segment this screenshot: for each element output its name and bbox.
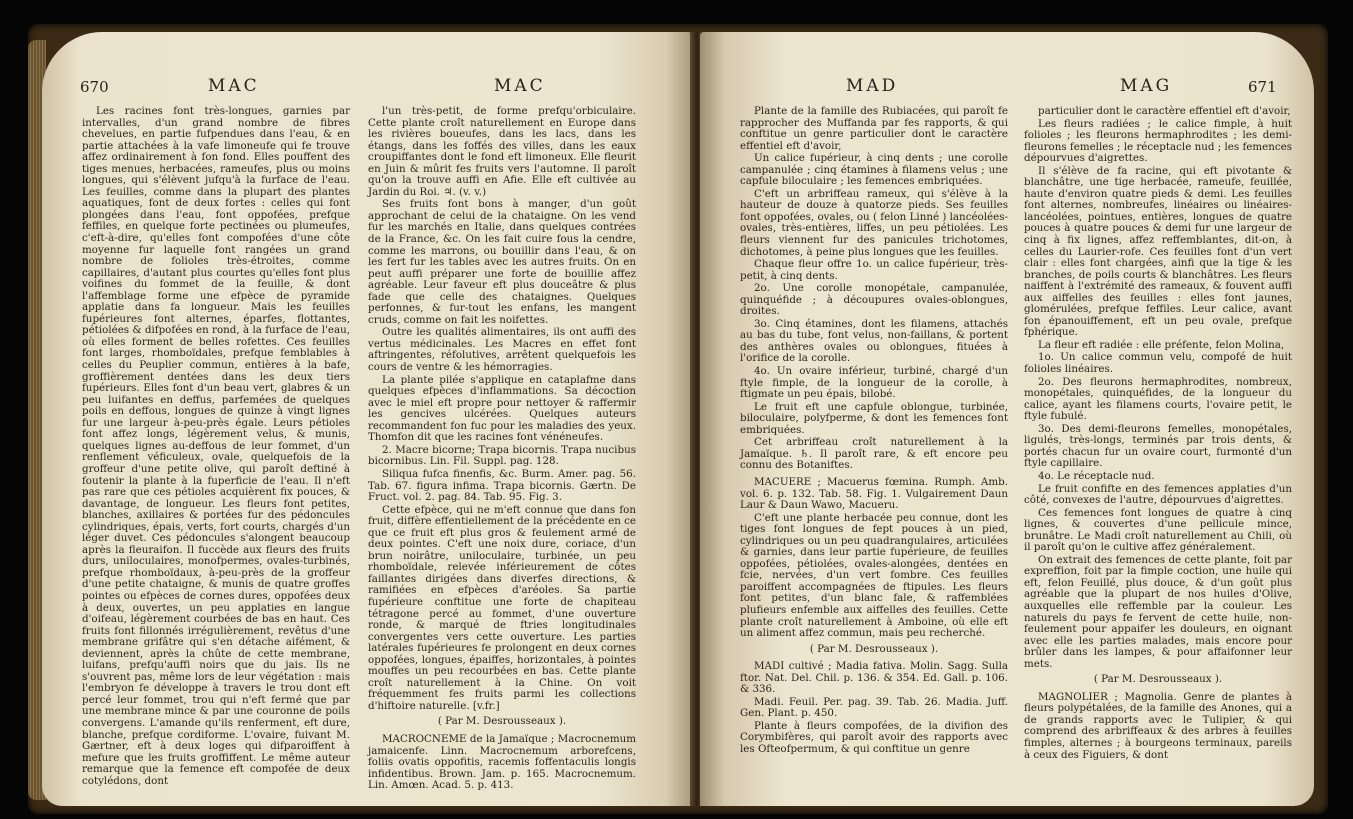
paragraph: C'eft une plante herbacée peu connue, dont les tiges font longues de fept pouces à un pied, cylindriques ou un peu quadrangulaires, articulées & garnies, dans leur partie fupérieure, de feuilles oppofées, pétiolées, ovales-alongées, dentées en fcie, nervées, d'un vert fombre. Ces feuilles paroiffent accompagnées de ftipules. Les fleurs font petites, d'un blanc fale, & raffemblées plufieurs enfemble aux aiffelles des feuilles. Cette plante croît naturellement à Amboine, où elle eft un aliment affez commun, mais peu recherché.	[740, 511, 1008, 640]
paragraph: Cet arbriffeau croît naturellement à la Jamaïque. ♄. Il paroît rare, & eft encore peu connu des Botaniftes.	[740, 436, 1008, 472]
paragraph: On extrait des femences de cette plante, foit par expreffion, foit par la fimple coction, une huile qui eft, felon Feuillé, plus douce, & d'un goût plus agréable que la plupart de nos huiles d'Olive, auxquelles elle reffemble par la couleur. Les naturels du pays fe fervent de cette huile, non-feulement pour appaifer les douleurs, en oignant avec elle les parties malades, mais encore pour brûler dans les lampes, & pour affaifonner leur mets.	[1024, 553, 1292, 670]
left-page	[42, 32, 692, 806]
text-column-2	[1024, 106, 1292, 762]
paragraph: Le fruit confifte en des femences applaties d'un côté, convexes de l'autre, dépourvues d'aigrettes.	[1024, 482, 1292, 507]
paragraph: Madi. Feuil. Per. pag. 39. Tab. 26. Madia. Juff. Gen. Plant. p. 450.	[740, 695, 1008, 720]
paragraph: MACUERE ; Macuerus fœmina. Rumph. Amb. vol. 6. p. 132. Tab. 58. Fig. 1. Vulgairement Daun Laur & Daun Wawo, Macueru.	[740, 475, 1008, 512]
paragraph: C'eft un arbriffeau rameux, qui s'élève à la hauteur de douze à quatorze pieds. Ses feuilles font oppofées, ovales, ou ( felon Linné ) lancéolées-ovales, très-entières, liffes, un peu pétiolées. Les fleurs viennent fur des panicules trichotomes, dichotomes, à peine plus longues que les feuilles.	[740, 187, 1008, 258]
paragraph: Les fleurs radiées ; le calice fimple, à huit folioles ; les fleurons hermaphrodites ; les demi-fleurons femelles ; le réceptacle nud ; les femences dépourvues d'aigrettes.	[1024, 117, 1292, 165]
paragraph: La plante pilée s'applique en cataplafme dans quelques efpèces d'inflammations. Sa décoction avec le miel eft propre pour nettoyer & raffermir les gencives ulcérées. Quelques auteurs recommandent fon fuc pour les maladies des yeux. Thomfon dit que les racines font vénéneufes.	[368, 373, 636, 444]
paragraph: Chaque fleur offre 1o. un calice fupérieur, très-petit, à cinq dents.	[740, 258, 1008, 282]
paragraph: MAGNOLIER ; Magnolia. Genre de plantes à fleurs polypétalées, de la famille des Anones, qui a de grands rapports avec le Tulipier, & qui comprend des arbriffeaux & des arbres à feuilles fimples, alternes ; à bourgeons terminaux, pareils à ceux des Figuiers, & dont	[1024, 690, 1292, 761]
paragraph: 4o. Le réceptacle nud.	[1038, 469, 1155, 482]
paragraph: Le fruit eft une capfule oblongue, turbinée, biloculaire, polyfperme, & dont les femences font embriquées.	[740, 400, 1008, 436]
paragraph: ( Par M. Desrousseaux ).	[437, 715, 567, 728]
open-book	[28, 24, 1328, 814]
running-head-left: MAD	[846, 76, 899, 96]
paragraph: Ces femences font longues de quatre à cinq lignes, & couvertes d'une pellicule mince, brunâtre. Le Madi croît naturellement au Chili, où il paroît qu'on le cultive affez généralement.	[1024, 506, 1292, 554]
paragraph: 2o. Des fleurons hermaphrodites, nombreux, monopétales, quinquéfides, de la longueur du calice, ayant les filamens courts, l'ovaire petit, le ftyle fubulé.	[1024, 375, 1292, 423]
paragraph: Plante à fleurs compofées, de la divifion des Corymbifères, qui paroît avoir des rapports avec les Ofteofpermum, & qui conftitue un genre	[740, 719, 1008, 755]
paragraph: Un calice fupérieur, à cinq dents ; une corolle campanulée ; cinq étamines à filamens velus ; une capfule biloculaire ; les femences embriquées.	[740, 152, 1008, 188]
text-column-1	[82, 106, 350, 788]
paragraph: 3o. Cinq étamines, dont les filamens, attachés au bas du tube, font velus, non-faillans, & portent des anthères ovales ou oblongues, fituées à l'orifice de la corolle.	[740, 317, 1008, 365]
paragraph: Ses fruits font bons à manger, d'un goût approchant de celui de la chataigne. On les vend fur les marchés en Italie, dans quelques contrées de la France, &c. On les fait cuire fous la cendre, comme les marrons, ou bouillir dans l'eau, & on les fert fur les tables avec les autres fruits. On en peut auffi préparer une forte de bouillie affez agréable. Leur faveur eft plus douceâtre & plus fade que celle des chataignes. Quelques perfonnes, & fur-tout les enfans, les mangent cruds, comme on fait les noifettes.	[368, 198, 636, 326]
running-head-right: MAC	[494, 76, 546, 96]
paragraph: 2o. Une corolle monopétale, campanulée, quinquéfide ; à découpures ovales-oblongues, droites.	[740, 282, 1008, 318]
right-page-header	[700, 76, 1314, 102]
paragraph: 2. Macre bicorne; Trapa bicornis. Trapa nucibus bicornibus. Lin. Fil. Suppl. pag. 128.	[368, 443, 636, 468]
paragraph: Siliqua fufca finenfis, &c. Burm. Amer. pag. 56. Tab. 67. figura infima. Trapa bicornis. Gærtn. De Fruct. vol. 2. pag. 84. Tab. 95. Fig. 3.	[368, 467, 636, 504]
paragraph: ( Par M. Desrousseaux ).	[1093, 673, 1223, 686]
paragraph: l'un très-petit, de forme prefqu'orbiculaire. Cette plante croît naturellement en Europe dans les rivières boueufes, dans les lacs, dans les étangs, dans les foffés des villes, dans les eaux croupiffantes dont le fond eft limoneux. Elle fleurit en Juin & mûrit fes fruits vers l'automne. Il paroît qu'on la trouve auffi en Afie. Elle eft cultivée au Jardin du Roi. ♃. (v. v.)	[368, 105, 636, 198]
paragraph: 4o. Un ovaire inférieur, turbiné, chargé d'un ftyle fimple, de la longueur de la corolle, à ftigmate un peu épais, bilobé.	[740, 365, 1008, 401]
paragraph: ( Par M. Desrousseaux ).	[809, 642, 939, 655]
paragraph: Il s'élève de fa racine, qui eft pivotante & blanchâtre, une tige herbacée, rameufe, feuillée, haute d'environ quatre pieds & demi. Les feuilles font alternes, nombreufes, linéaires ou linéaires-lancéolées, pointues, entières, longues de quatre pouces à quatre pouces & demi fur une largeur de cinq à fix lignes, affez reffemblantes, dit-on, à celles du Laurier-rofe. Ces feuilles font d'un vert clair : elles font chargées, ainfi que la tige & les branches, de poils courts & blanchâtres. Les fleurs naiffent à l'extrémité des rameaux, & fouvent auffi aux aiffelles des feuilles : elles font jaunes, glomérulées, prefque feffiles. Leur calice, avant fon épanouiffement, eft un peu ovale, prefque fphérique.	[1024, 164, 1292, 339]
right-page	[700, 32, 1314, 806]
paragraph: 3o. Des demi-fleurons femelles, monopétales, ligulés, très-longs, terminés par trois dents, & portés chacun fur un ovaire court, furmonté d'un ftyle capillaire.	[1024, 422, 1292, 470]
paragraph: particulier dont le caractère effentiel eft d'avoir,	[1038, 105, 1291, 117]
paragraph: 1o. Un calice commun velu, compofé de huit folioles linéaires.	[1024, 351, 1292, 376]
text-column-2	[368, 106, 636, 793]
paragraph: MACROCNEME de la Jamaïque ; Macrocnemum jamaicenfe. Linn. Macrocnemum arborefcens, foliis ovatis oppofitis, racemis foffentaculis longis infidentibus. Brown. Jam. p. 165. Macrocnemum. Lin. Amœn. Acad. 5. p. 413.	[368, 732, 636, 792]
paragraph: La fleur eft radiée : elle préfente, felon Molina,	[1038, 338, 1285, 351]
paragraph: Outre les qualités alimentaires, ils ont auffi des vertus médicinales. Les Macres en effet font aftringentes, réfolutives, arrêtent quelquefois les cours de ventre & les hémorragies.	[368, 326, 636, 374]
paragraph: Les racines font très-longues, garnies par intervalles, d'un grand nombre de fibres chevelues, en partie fufpendues dans l'eau, & en partie attachées à la vafe limoneufe qui fe trouve affez ordinairement à fon fond. Elles pouffent des tiges menues, herbacées, rameufes, plus ou moins longues, qui s'élèvent jufqu'à la furface de l'eau. Les feuilles, comme dans la plupart des plantes aquatiques, font de deux fortes : celles qui font plongées dans l'eau, font oppofées, prefque feffiles, en quelque forte pectinées ou plumeufes, c'eft-à-dire, qu'elles font compofées d'une côte moyenne fur laquelle font rangées un grand nombre de folioles très-étroites, comme capillaires, d'autant plus courtes qu'elles font plus voifines du fommet de la feuille, & dont l'affemblage forme une efpèce de pyramide applatie dans fa longueur. Mais les feuilles fupérieures font alternes, éparfes, flottantes, pétiolées & difpofées en rond, à la furface de l'eau, où elles forment de belles rofettes. Ces feuilles font larges, rhomboïdales, prefque femblables à celles du Peuplier commun, entières à la bafe, groffièrement dentées dans les deux tiers fupérieurs. Elles font d'un beau vert, glabres & un peu luifantes en deffus, parfemées de quelques poils en deffous, longues de quinze à vingt lignes fur une largeur à-peu-près égale. Leurs pétioles font affez longs, légèrement velus, & munis, quelques lignes au-deffous de leur fommet, d'un renflement véficuleux, ovale, quelquefois de la groffeur d'une petite olive, qui paroît deftiné à foutenir la plante à la fuperficie de l'eau. Il n'eft pas rare que ces pétioles acquièrent fix pouces, & davantage, de longueur. Les fleurs font petites, blanches, axillaires & portées fur des pédoncules cylindriques, épais, verts, fort courts, chargés d'un léger duvet. Ces pédoncules s'alongent beaucoup après la fleuraifon. Il fuccède aux fleurs des fruits durs, uniloculaires, monofpermes, ovales-turbinés, prefque rhomboïdaux, à-peu-près de la groffeur d'une petite chataigne, & munis de quatre groffes pointes ou efpèces de cornes dures, oppofées deux à deux, ouvertes, un peu applaties en langue d'oifeau, légèrement courbées de bas en haut. Ces fruits font fillonnés irrégulièrement, revêtus d'une membrane grifâtre qui s'en détache aifément, & deviennent, après la chûte de cette membrane, luifans, prefqu'auffi noirs que du jais. Ils ne s'ouvrent pas, même lors de leur végétation : mais l'embryon fe développe à travers le trou dont eft percé leur fommet, trou qui n'eft fermé que par une membrane mince & par une couronne de poils convergens. L'amande qu'ils renferment, eft dure, blanche, prefque cordiforme. L'ovaire, fuivant M. Gærtner, eft à deux loges qui difparoiffent à mefure que les fruits groffiffent. Le même auteur remarque que la femence eft compofée de deux cotylédons, dont	[82, 105, 350, 787]
paragraph: Cette efpèce, qui ne m'eft connue que dans fon fruit, diffère effentiellement de la précédente en ce que ce fruit eft plus gros & feulement armé de deux pointes. C'eft une noix dure, coriace, d'un brun noirâtre, uniloculaire, turbinée, un peu rhomboïdale, relevée inférieurement de côtes faillantes dirigées dans diverfes directions, & ramifiées en efpèces d'aréoles. Sa partie fupérieure conftitue une forte de chapiteau tétragone percé au fommet, d'une ouverture ronde, & marqué de ftries longitudinales convergentes vers cette ouverture. Les parties latérales fupérieures fe prolongent en deux cornes oppofées, longues, épaiffes, horizontales, à pointes mouffes un peu recourbées en bas. Cette plante croît naturellement à la Chine. On voit fréquemment fes fruits parmi les collections d'hiftoire naturelle. [v.fr.]	[368, 503, 636, 712]
running-head-right: MAG	[1120, 76, 1173, 96]
left-page-header	[42, 76, 692, 102]
paragraph: Plante de la famille des Rubiacées, qui paroît fe rapprocher des Muffanda par fes rapports, & qui conftitue un genre particulier dont le caractère effentiel eft d'avoir,	[740, 105, 1008, 152]
page-number: 671	[1248, 78, 1277, 96]
page-number: 670	[80, 78, 109, 96]
text-column-1	[740, 106, 1008, 757]
paragraph: MADI cultivé ; Madia fativa. Molin. Sagg. Sulla ftor. Nat. Del. Chil. p. 136. & 354. Ed. Gall. p. 106. & 336.	[740, 660, 1008, 696]
running-head-left: MAC	[208, 76, 260, 96]
